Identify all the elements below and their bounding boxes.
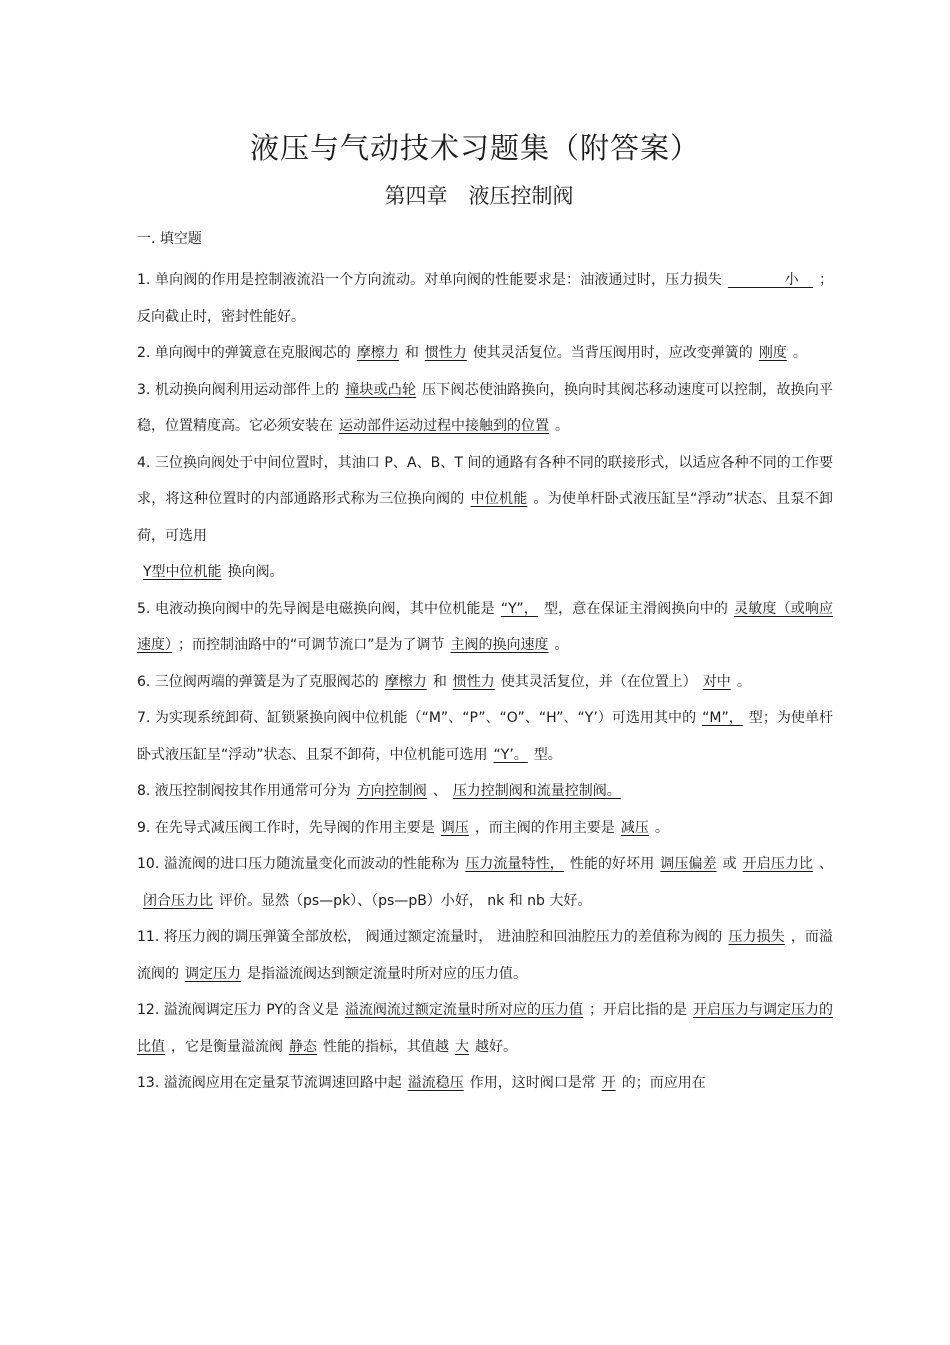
answer-blank: 闭合压力比 xyxy=(143,892,213,909)
answer-blank: Y型中位机能 xyxy=(143,564,222,580)
question-7: 7. 为实现系统卸荷、缸锁紧换向阀中位机能（“M”、“P”、“O”、“H”、“Y’）可选用其中的 “M”， 型；为使单杆卧式液压缸呈“浮动”状态、且泵不卸荷，中位机能可选用 “Y’。 型。 xyxy=(137,710,833,763)
question-13: 13. 溢流阀应用在定量泵节流调速回路中起 溢流稳压 作用，这时阀口是常 开 的；而应用在 xyxy=(137,1075,706,1091)
question-8: 8. 液压控制阀按其作用通常可分为 方向控制阀 、 压力控制阀和流量控制阀。 xyxy=(137,773,833,810)
answer-blank: 静态 xyxy=(289,1038,317,1055)
answer-blank: 调定压力 xyxy=(185,965,241,982)
answer-blank: “M”， xyxy=(702,710,743,726)
answer-blank: 开启压力与调定压力的比值 xyxy=(137,1002,834,1055)
answer-blank: 小 xyxy=(784,272,799,288)
answer-blank: 开启压力比 xyxy=(742,856,814,872)
question-4: 4. 三位换向阀处于中间位置时，其油口 P、A、B、T 间的通路有各种不同的联接形式，以适应各种不同的工作要求，将这种位置时的内部通路形式称为三位换向阀的 中位机能 。为使单杆卧式液压缸呈“浮动”状态、且泵不卸荷，可选用 Y型中位机能 换向阀。 xyxy=(137,454,834,580)
answer-blank: 对中 xyxy=(702,673,731,690)
section-heading: 一. 填空题 xyxy=(137,231,202,247)
answer-blank: 主阀的换向速度 xyxy=(450,637,549,653)
answer-blank: 溢流阀流过额定流量时所对应的压力值 xyxy=(344,1002,583,1018)
answer-blank: 摩檫力 xyxy=(356,345,399,361)
question-12: 12. 溢流阀调定压力 PY的含义是 溢流阀流过额定流量时所对应的压力值 ；开启比指的是 开启压力与调定压力的比值 ，它是衡量溢流阀 静态 性能的指标，其值越 大 越好。 xyxy=(137,1002,834,1055)
question-3: 3. 机动换向阀利用运动部件上的 撞块或凸轮 压下阀芯使油路换向，换向时其阀芯移动速度可以控制，故换向平稳，位置精度高。它必须安装在 运动部件运动过程中接触到的位置 。 xyxy=(137,381,834,434)
answer-blank: 开 xyxy=(601,1075,616,1091)
question-list xyxy=(137,262,833,1102)
answer-blank: 压力流量特性， xyxy=(465,856,564,872)
answer-blank: 中位机能 xyxy=(470,491,528,507)
answer-blank: “Y”， xyxy=(500,600,538,617)
question-2: 2. 单向阀中的弹簧意在克服阀芯的 摩檫力 和 惯性力 使其灵活复位。当背压阀用时，应改变弹簧的 刚度 。 xyxy=(137,345,807,361)
answer-blank: 调压 xyxy=(440,819,469,836)
answer-blank: 方向控制阀 xyxy=(356,783,427,799)
answer-blank: 撞块或凸轮 xyxy=(345,381,417,398)
chapter-heading: 第四章 液压控制阀 xyxy=(384,184,574,208)
answer-blank: 溢流稳压 xyxy=(407,1075,464,1091)
answer-blank: 惯性力 xyxy=(452,673,495,690)
answer-blank: 摩檫力 xyxy=(384,673,427,690)
question-6: 6. 三位阀两端的弹簧是为了克服阀芯的 摩檫力 和 惯性力 使其灵活复位，并（在位置上） 对中 。 xyxy=(137,673,751,690)
document-title: 液压与气动技术习题集（附答案） xyxy=(249,131,700,165)
answer-blank: 调压偏差 xyxy=(660,856,717,872)
answer-blank: 大 xyxy=(455,1038,469,1055)
answer-blank: 压力控制阀和流量控制阀。 xyxy=(452,783,621,799)
answer-blank: “Y’。 xyxy=(493,746,528,763)
question-11: 11. 将压力阀的调压弹簧全部放松， 阀通过额定流量时， 进油腔和回油腔压力的差值称为阀的 压力损失 ，而溢流阀的 调定压力 是指溢流阀达到额定流量时所对应的压力值。 xyxy=(137,929,834,982)
question-5: 5. 电液动换向阀中的先导阀是电磁换向阀，其中位机能是 “Y”， 型，意在保证主滑阀换向中的 灵敏度（或响应速度） ；而控制油路中的“可调节流口”是为了调节 主阀的换向速度 。 xyxy=(137,600,834,653)
question-10: 10. 溢流阀的进口压力随流量变化而波动的性能称为 压力流量特性， 性能的好坏用 调压偏差 或 开启压力比 、闭合压力比 评价。显然（ps—pk）、（ps—pB）小好， nk 和 nb 大好。 xyxy=(137,856,834,909)
answer-blank: 灵敏度（或响应速度） xyxy=(137,600,834,653)
answer-blank: 刚度 xyxy=(758,345,787,361)
question-9: 9. 在先导式减压阀工作时，先导阀的作用主要是 调压 ，而主阀的作用主要是 减压 。 xyxy=(137,819,669,836)
question-1: 1. 单向阀的作用是控制液流沿一个方向流动。对单向阀的性能要求是：油液通过时，压力损失 小 ；反向截止时，密封性能好。 xyxy=(137,272,834,325)
answer-blank: 惯性力 xyxy=(424,345,467,361)
answer-blank: 减压 xyxy=(620,819,649,836)
answer-blank: 运动部件运动过程中接触到的位置 xyxy=(339,418,549,434)
answer-blank: 压力损失 xyxy=(728,929,785,945)
